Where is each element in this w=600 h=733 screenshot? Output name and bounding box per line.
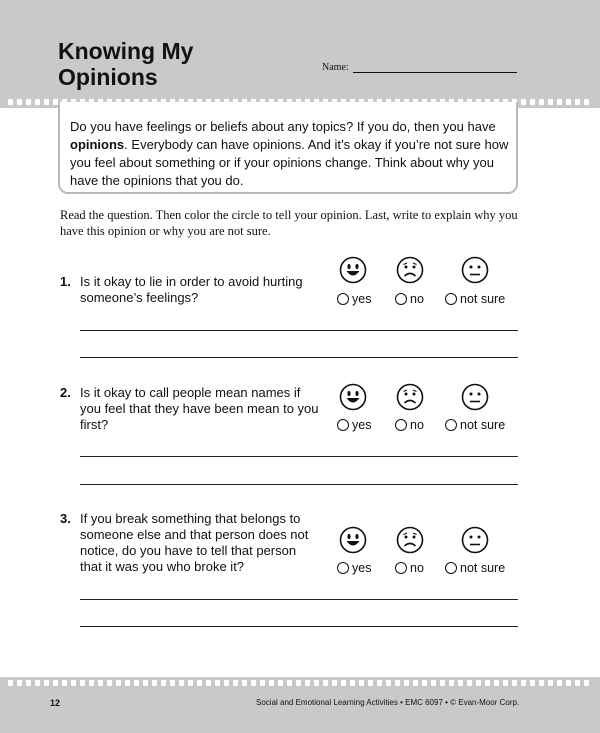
radio-circle[interactable] xyxy=(395,293,407,305)
radio-circle[interactable] xyxy=(337,293,349,305)
neutral-face-icon xyxy=(461,526,489,554)
radio-circle[interactable] xyxy=(395,419,407,431)
intro-box xyxy=(58,102,518,194)
page-title xyxy=(58,38,193,90)
intro-bold-word: opinions xyxy=(70,137,125,152)
radio-circle[interactable] xyxy=(337,419,349,431)
name-field[interactable] xyxy=(322,62,517,73)
option-label: no xyxy=(410,292,424,306)
page-number: 12 xyxy=(50,698,61,708)
sad-face-icon xyxy=(396,383,424,411)
option-label: yes xyxy=(352,561,372,575)
dotted-border-bottom xyxy=(0,677,600,689)
sad-face-icon xyxy=(396,256,424,284)
option-label: yes xyxy=(352,418,372,432)
question-text: Is it okay to call people mean names if you feel that they have been mean to you first? xyxy=(80,385,319,432)
question-number: 1. xyxy=(60,274,71,289)
option-label: not sure xyxy=(460,292,506,306)
option-not-sure[interactable] xyxy=(445,561,505,575)
sad-face-icon xyxy=(396,526,424,554)
happy-face-icon xyxy=(339,256,367,284)
option-no[interactable] xyxy=(395,292,424,306)
option-yes[interactable] xyxy=(337,418,371,432)
intro-text-part-1: Do you have feelings or beliefs about any topics? If you do, then you have xyxy=(70,119,496,134)
option-yes[interactable] xyxy=(337,561,371,575)
radio-circle[interactable] xyxy=(445,419,457,431)
question-number: 2. xyxy=(60,385,71,400)
option-label: no xyxy=(410,418,424,432)
neutral-face-icon xyxy=(461,383,489,411)
question-number: 3. xyxy=(60,511,71,526)
answer-line[interactable] xyxy=(80,456,518,457)
radio-circle[interactable] xyxy=(337,562,349,574)
happy-face-icon xyxy=(339,383,367,411)
title-line-2: Opinions xyxy=(58,64,158,90)
instructions: Read the question. Then color the circle to tell your opinion. Last, write to explain why you have this opinion or why you are not sure. xyxy=(60,208,518,238)
footer-band xyxy=(0,689,600,733)
answer-line[interactable] xyxy=(80,330,518,331)
header-band xyxy=(0,0,600,100)
answer-line[interactable] xyxy=(80,484,518,485)
radio-circle[interactable] xyxy=(445,562,457,574)
title-line-1: Knowing My xyxy=(58,38,194,64)
option-label: not sure xyxy=(460,561,506,575)
answer-line[interactable] xyxy=(80,626,518,627)
intro-text-part-2: . Everybody can have opinions. And it’s okay if you’re not sure how you feel about something or if your opinions change. Think about why you have the opinions that you do. xyxy=(70,137,509,188)
answer-line[interactable] xyxy=(80,599,518,600)
footer-credit: Social and Emotional Learning Activities • EMC 6097 • © Evan-Moor Corp. xyxy=(256,698,520,707)
option-not-sure[interactable] xyxy=(445,418,505,432)
question-text: Is it okay to lie in order to avoid hurting someone’s feelings? xyxy=(80,274,303,305)
intro-text xyxy=(70,118,510,190)
option-label: yes xyxy=(352,292,372,306)
option-yes[interactable] xyxy=(337,292,371,306)
name-input-line[interactable] xyxy=(353,62,517,73)
answer-line[interactable] xyxy=(80,357,518,358)
option-no[interactable] xyxy=(395,561,424,575)
option-no[interactable] xyxy=(395,418,424,432)
name-label: Name: xyxy=(322,62,349,73)
option-label: not sure xyxy=(460,418,506,432)
option-label: no xyxy=(410,561,424,575)
question-text: If you break something that belongs to someone else and that person does not notice, do you have to tell that person that it was you who broke it? xyxy=(80,511,309,574)
radio-circle[interactable] xyxy=(395,562,407,574)
radio-circle[interactable] xyxy=(445,293,457,305)
neutral-face-icon xyxy=(461,256,489,284)
happy-face-icon xyxy=(339,526,367,554)
option-not-sure[interactable] xyxy=(445,292,505,306)
